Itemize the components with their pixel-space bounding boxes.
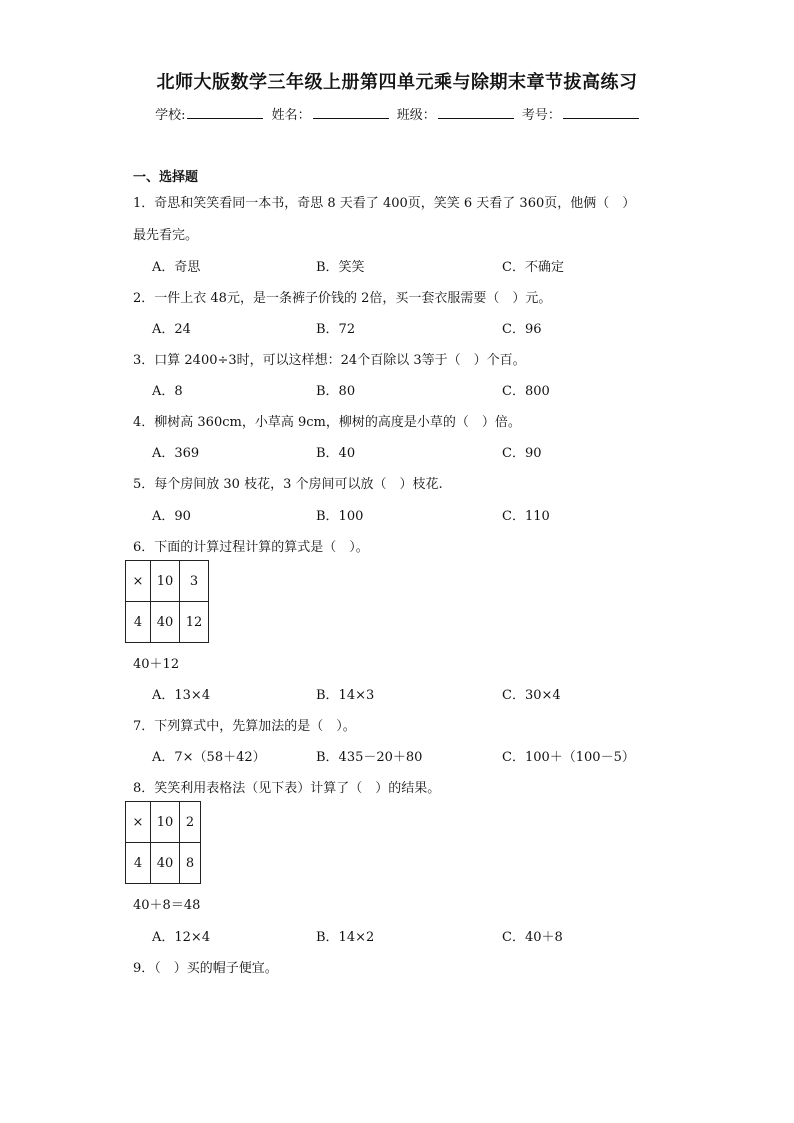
question-6-calc-table [125, 560, 209, 643]
question-3-option-a[interactable]: A．8 [152, 384, 183, 399]
question-6-option-c[interactable]: C．30×4 [502, 688, 561, 703]
question-5-option-b[interactable]: B．100 [316, 509, 364, 524]
question-7-option-b[interactable]: B．435－20＋80 [316, 750, 423, 765]
question-1-option-c[interactable]: C．不确定 [502, 260, 564, 275]
question-7-text: 7．下列算式中，先算加法的是（ ）。 [133, 719, 356, 734]
table-row [126, 843, 201, 884]
table-cell: × [126, 561, 151, 602]
question-3-text: 3．口算 2400÷3时，可以这样想：24个百除以 3等于（ ）个百。 [133, 353, 526, 368]
school-blank[interactable] [187, 106, 263, 119]
question-6-text: 6．下面的计算过程计算的算式是（ ）。 [133, 540, 369, 555]
question-6-option-a[interactable]: A．13×4 [152, 688, 211, 703]
name-label: 姓名： [271, 108, 311, 123]
table-cell: 40 [151, 843, 180, 884]
section-heading: 一、选择题 [133, 170, 199, 185]
question-9-text: 9．（ ）买的帽子便宜。 [133, 961, 278, 976]
table-cell: 8 [180, 843, 201, 884]
school-label: 学校: [155, 108, 186, 123]
question-1-option-b[interactable]: B．笑笑 [316, 260, 365, 275]
table-cell: 12 [180, 602, 209, 643]
question-8-option-a[interactable]: A．12×4 [152, 930, 211, 945]
class-label: 班级： [396, 108, 436, 123]
exam-no-blank[interactable] [563, 106, 639, 119]
student-info-row [0, 104, 794, 123]
table-cell: 10 [151, 802, 180, 843]
question-3-option-b[interactable]: B．80 [316, 384, 356, 399]
question-5-option-a[interactable]: A．90 [152, 509, 191, 524]
table-row [126, 602, 209, 643]
table-row [126, 802, 201, 843]
question-8-option-c[interactable]: C．40＋8 [502, 930, 563, 945]
table-cell: 40 [151, 602, 180, 643]
table-cell: × [126, 802, 151, 843]
question-8-text: 8．笑笑利用表格法（见下表）计算了（ ）的结果。 [133, 781, 441, 796]
question-5-text: 5．每个房间放 30 枝花，3 个房间可以放（ ）枝花. [133, 477, 443, 492]
question-7-option-a[interactable]: A．7×（58＋42） [152, 750, 266, 765]
question-2-text: 2．一件上衣 48元，是一条裤子价钱的 2倍，买一套衣服需要（ ）元。 [133, 291, 552, 306]
question-1-line-1: 1．奇思和笑笑看同一本书，奇思 8 天看了 400页，笑笑 6 天看了 360页，他俩（ ） [133, 196, 636, 211]
question-2-option-a[interactable]: A．24 [152, 322, 191, 337]
question-3-option-c[interactable]: C．800 [502, 384, 550, 399]
table-cell: 4 [126, 602, 151, 643]
table-row [126, 561, 209, 602]
page-title: 北师大版数学三年级上册第四单元乘与除期末章节拔高练习 [156, 72, 638, 93]
table-cell: 2 [180, 802, 201, 843]
question-6-option-b[interactable]: B．14×3 [316, 688, 375, 703]
question-2-option-b[interactable]: B．72 [316, 322, 356, 337]
class-blank[interactable] [438, 106, 514, 119]
table-cell: 4 [126, 843, 151, 884]
question-8-option-b[interactable]: B．14×2 [316, 930, 375, 945]
name-blank[interactable] [313, 106, 389, 119]
question-2-option-c[interactable]: C．96 [502, 322, 542, 337]
question-4-option-b[interactable]: B．40 [316, 446, 356, 461]
question-5-option-c[interactable]: C．110 [502, 509, 550, 524]
question-1-option-a[interactable]: A．奇思 [152, 260, 201, 275]
question-7-option-c[interactable]: C．100＋（100－5） [502, 750, 635, 765]
question-8-result: 40＋8＝48 [133, 898, 201, 913]
question-1-line-2: 最先看完。 [133, 228, 199, 243]
question-8-calc-table [125, 801, 201, 884]
table-cell: 10 [151, 561, 180, 602]
question-4-option-c[interactable]: C．90 [502, 446, 542, 461]
exam-no-label: 考号： [521, 108, 561, 123]
question-4-text: 4．柳树高 360cm，小草高 9cm，柳树的高度是小草的（ ）倍。 [133, 415, 521, 430]
question-6-result: 40＋12 [133, 657, 180, 672]
question-4-option-a[interactable]: A．369 [152, 446, 200, 461]
table-cell: 3 [180, 561, 209, 602]
